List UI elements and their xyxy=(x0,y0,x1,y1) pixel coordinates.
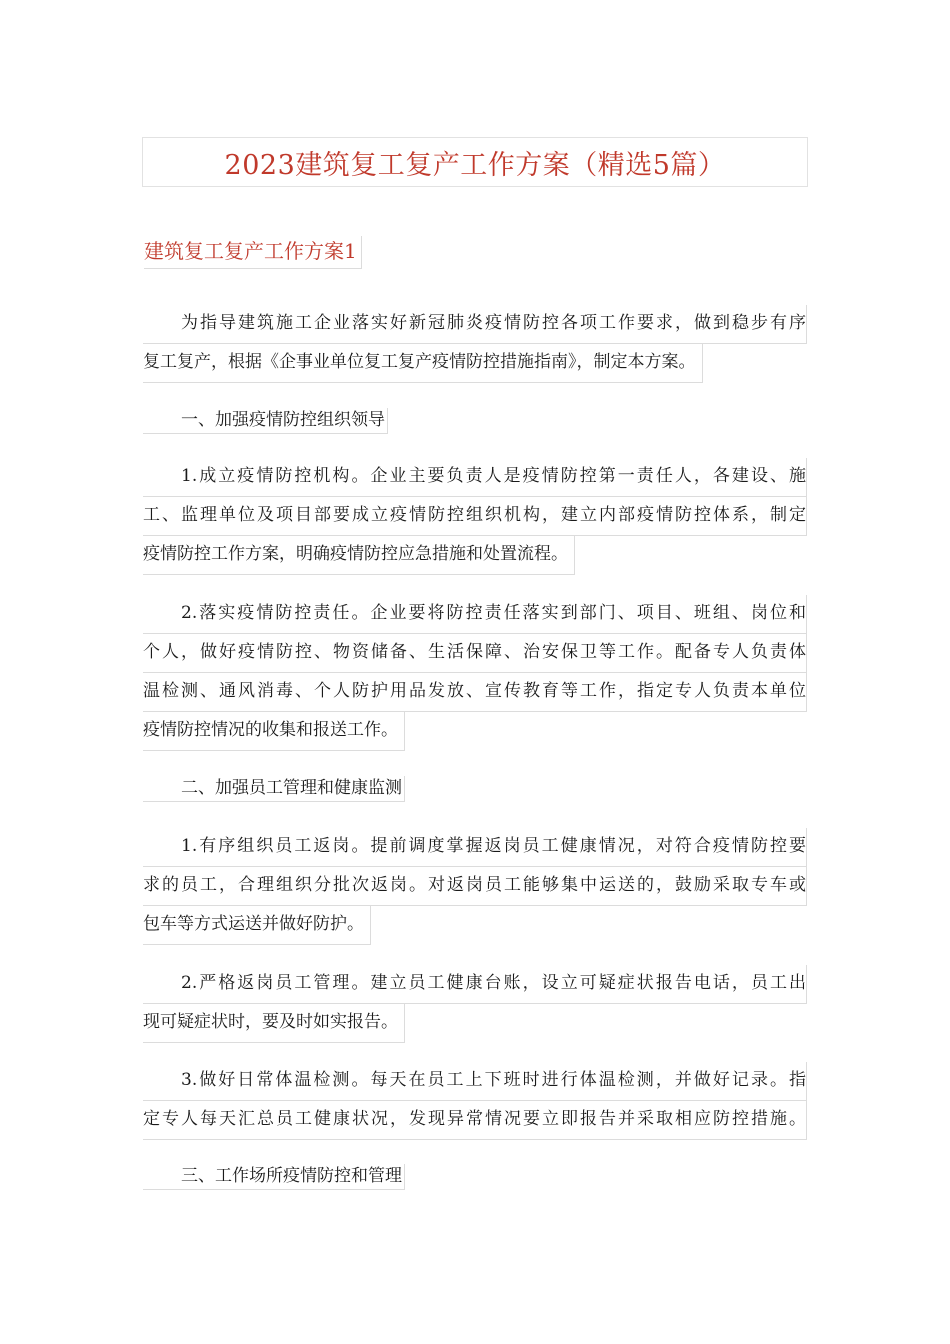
paragraph-line: 求的员工，合理组织分批次返岗。对返岗员工能够集中运送的，鼓励采取专车或 xyxy=(143,867,807,906)
section2-item3 xyxy=(143,1062,807,1140)
document-subtitle: 建筑复工复产工作方案1 xyxy=(144,236,362,269)
paragraph-line: 1.成立疫情防控机构。企业主要负责人是疫情防控第一责任人，各建设、施 xyxy=(143,458,807,497)
section-heading-3: 三、工作场所疫情防控和管理 xyxy=(143,1164,405,1190)
paragraph-line: 疫情防控工作方案，明确疫情防控应急措施和处置流程。 xyxy=(143,536,575,575)
paragraph-line: 定专人每天汇总员工健康状况，发现异常情况要立即报告并采取相应防控措施。 xyxy=(143,1101,807,1140)
section2-item1 xyxy=(143,828,807,949)
section-heading-1: 一、加强疫情防控组织领导 xyxy=(143,408,388,434)
document-title: 2023建筑复工复产工作方案（精选5篇） xyxy=(224,149,726,181)
paragraph-line: 3.做好日常体温检测。每天在员工上下班时进行体温检测，并做好记录。指 xyxy=(143,1062,807,1101)
paragraph-line: 为指导建筑施工企业落实好新冠肺炎疫情防控各项工作要求，做到稳步有序 xyxy=(143,305,807,344)
section1-item2 xyxy=(143,595,807,755)
paragraph-line: 2.落实疫情防控责任。企业要将防控责任落实到部门、项目、班组、岗位和 xyxy=(143,595,807,634)
paragraph-line: 现可疑症状时，要及时如实报告。 xyxy=(143,1004,405,1043)
section-heading-2: 二、加强员工管理和健康监测 xyxy=(143,776,405,802)
paragraph-line: 2.严格返岗员工管理。建立员工健康台账，设立可疑症状报告电话，员工出 xyxy=(143,965,807,1004)
paragraph-line: 复工复产，根据《企事业单位复工复产疫情防控措施指南》，制定本方案。 xyxy=(143,344,703,383)
paragraph-line: 1.有序组织员工返岗。提前调度掌握返岗员工健康情况，对符合疫情防控要 xyxy=(143,828,807,867)
paragraph-line: 疫情防控情况的收集和报送工作。 xyxy=(143,712,405,751)
paragraph-line: 包车等方式运送并做好防护。 xyxy=(143,906,371,945)
section2-item2 xyxy=(143,965,807,1047)
title-box xyxy=(142,137,808,187)
paragraph-line: 温检测、通风消毒、个人防护用品发放、宣传教育等工作，指定专人负责本单位 xyxy=(143,673,807,712)
paragraph-line: 工、监理单位及项目部要成立疫情防控组织机构，建立内部疫情防控体系，制定 xyxy=(143,497,807,536)
intro-paragraph xyxy=(143,305,807,387)
paragraph-line: 个人，做好疫情防控、物资储备、生活保障、治安保卫等工作。配备专人负责体 xyxy=(143,634,807,673)
section1-item1 xyxy=(143,458,807,579)
